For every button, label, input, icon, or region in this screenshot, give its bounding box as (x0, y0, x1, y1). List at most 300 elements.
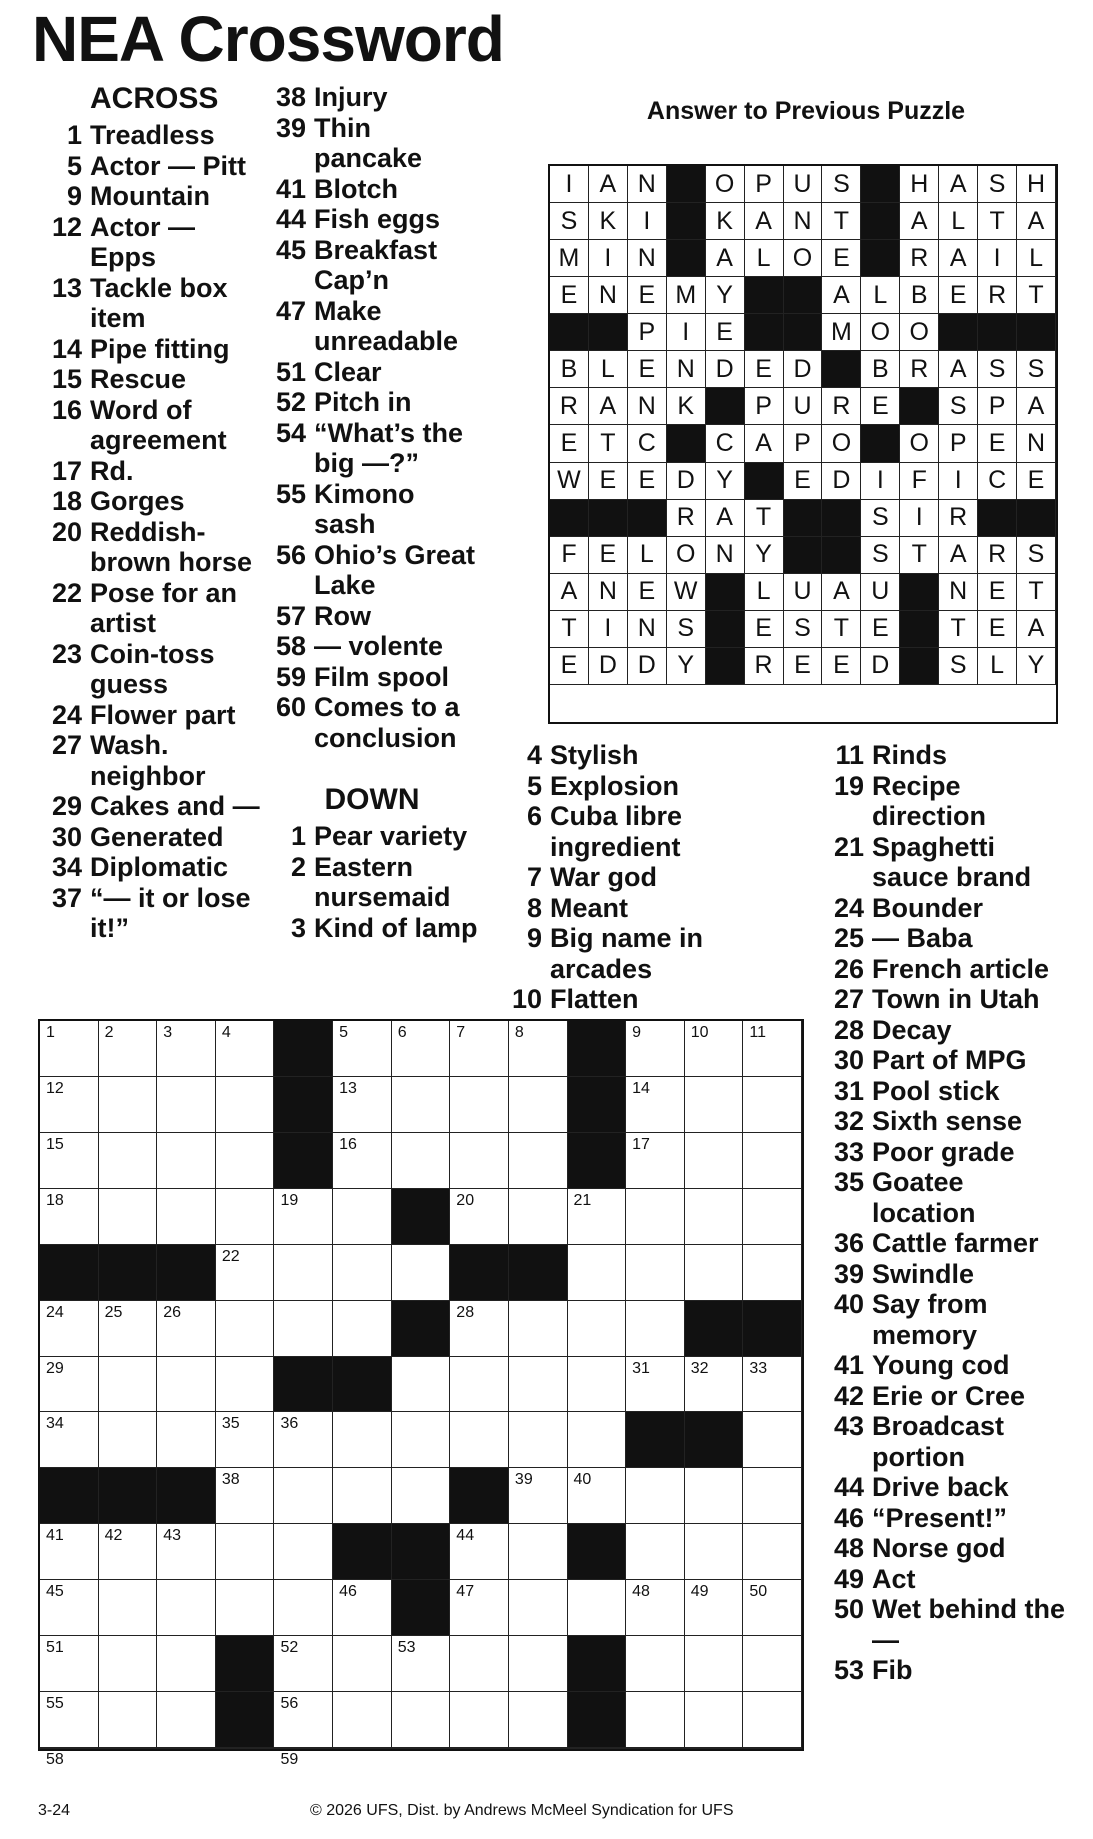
grid-cell[interactable] (99, 1021, 158, 1077)
grid-cell[interactable] (216, 1524, 275, 1580)
grid-cell[interactable] (568, 1412, 627, 1468)
grid-cell[interactable] (450, 1301, 509, 1357)
grid-black-square (568, 1133, 627, 1189)
answer-letter-cell: I (978, 240, 1017, 277)
grid-cell[interactable] (274, 1468, 333, 1524)
grid-cell[interactable] (40, 1189, 99, 1245)
grid-cell[interactable] (40, 1412, 99, 1468)
clue-number: 30 (51, 821, 82, 852)
answer-letter-cell: D (861, 648, 900, 685)
grid-cell[interactable] (40, 1021, 99, 1077)
clue-text: Young cod (872, 1350, 1010, 1380)
grid-cell[interactable] (274, 1189, 333, 1245)
grid-cell[interactable] (450, 1077, 509, 1133)
grid-black-square (450, 1245, 509, 1301)
across-column-1 (38, 82, 268, 944)
clue-number: 3 (290, 912, 306, 943)
grid-cell[interactable] (509, 1580, 568, 1636)
clue-item (820, 1228, 1070, 1259)
grid-cell[interactable] (40, 1636, 99, 1692)
grid-cell[interactable] (216, 1189, 275, 1245)
grid-cell[interactable] (40, 1301, 99, 1357)
clue-item (498, 801, 798, 862)
grid-cell[interactable] (157, 1524, 216, 1580)
cell-number: 24 (46, 1303, 64, 1321)
grid-cell[interactable] (626, 1468, 685, 1524)
grid-cell[interactable] (626, 1189, 685, 1245)
answer-letter-cell: B (861, 351, 900, 388)
answer-letter-cell: O (900, 425, 939, 462)
answer-letter-cell: P (628, 314, 667, 351)
clue-number: 54 (275, 417, 306, 448)
grid-cell[interactable] (274, 1412, 333, 1468)
grid-cell[interactable] (157, 1748, 216, 1749)
grid-cell[interactable] (685, 1580, 744, 1636)
grid-cell[interactable] (333, 1189, 392, 1245)
clue-text: Injury (314, 82, 388, 112)
grid-cell[interactable] (216, 1077, 275, 1133)
answer-letter-cell: R (900, 351, 939, 388)
grid-cell[interactable] (157, 1580, 216, 1636)
answer-letter-cell: E (822, 648, 861, 685)
clue-text: Wash. neighbor (90, 730, 206, 791)
clue-item (38, 364, 268, 395)
grid-cell[interactable] (743, 1524, 802, 1580)
grid-cell[interactable] (333, 1412, 392, 1468)
cell-number: 26 (163, 1303, 182, 1321)
grid-cell[interactable] (743, 1412, 802, 1468)
grid-cell[interactable] (392, 1468, 451, 1524)
clue-item (498, 740, 798, 771)
grid-cell[interactable] (450, 1524, 509, 1580)
grid-cell[interactable] (216, 1357, 275, 1413)
grid-black-square (216, 1748, 275, 1749)
clue-number: 34 (51, 852, 82, 882)
grid-cell[interactable] (99, 1748, 158, 1749)
grid-cell[interactable] (509, 1524, 568, 1580)
grid-cell[interactable] (509, 1077, 568, 1133)
grid-cell[interactable] (450, 1189, 509, 1245)
grid-cell[interactable] (626, 1357, 685, 1413)
grid-cell[interactable] (157, 1301, 216, 1357)
answer-letter-cell: E (550, 648, 589, 685)
cell-number: 56 (280, 1695, 299, 1713)
clue-number: 37 (51, 882, 82, 913)
answer-letter-cell: Y (745, 537, 784, 574)
grid-cell[interactable] (685, 1636, 744, 1692)
clue-number: 11 (835, 740, 864, 770)
grid-cell[interactable] (99, 1636, 158, 1692)
grid-cell[interactable] (216, 1412, 275, 1468)
grid-cell[interactable] (274, 1524, 333, 1580)
answer-letter-cell: E (628, 277, 667, 314)
grid-cell[interactable] (392, 1412, 451, 1468)
grid-cell[interactable] (626, 1021, 685, 1077)
clue-item (262, 418, 482, 479)
clue-number: 28 (833, 1014, 864, 1045)
grid-cell[interactable] (685, 1524, 744, 1580)
answer-black-square (706, 611, 745, 648)
grid-cell[interactable] (40, 1580, 99, 1636)
answer-letter-cell: E (978, 574, 1017, 611)
grid-cell[interactable] (626, 1636, 685, 1692)
answer-letter-cell: M (822, 314, 861, 351)
grid-cell[interactable] (99, 1524, 158, 1580)
copyright-notice: © 2026 UFS, Dist. by Andrews McMeel Syndication for UFS (310, 1802, 734, 1819)
grid-cell[interactable] (274, 1580, 333, 1636)
grid-cell[interactable] (509, 1021, 568, 1077)
answer-letter-cell: A (589, 388, 628, 425)
grid-cell[interactable] (450, 1357, 509, 1413)
clue-text: Act (872, 1563, 916, 1594)
grid-cell[interactable] (333, 1245, 392, 1301)
grid-cell[interactable] (509, 1748, 568, 1749)
grid-cell[interactable] (568, 1468, 627, 1524)
grid-cell[interactable] (743, 1748, 802, 1749)
grid-cell[interactable] (685, 1692, 744, 1748)
grid-cell[interactable] (743, 1636, 802, 1692)
grid-cell[interactable] (274, 1245, 333, 1301)
answer-black-square (589, 500, 628, 537)
grid-cell[interactable] (40, 1524, 99, 1580)
grid-black-square (157, 1245, 216, 1301)
grid-cell[interactable] (743, 1692, 802, 1748)
answer-letter-cell: E (784, 648, 823, 685)
answer-letter-cell: M (550, 240, 589, 277)
grid-cell[interactable] (568, 1245, 627, 1301)
grid-cell[interactable] (743, 1077, 802, 1133)
grid-cell[interactable] (333, 1301, 392, 1357)
grid-cell[interactable] (509, 1189, 568, 1245)
clue-number: 10 (511, 984, 542, 1014)
answer-black-square (900, 648, 939, 685)
answer-letter-cell: C (978, 463, 1017, 500)
answer-letter-cell: R (822, 388, 861, 425)
answer-letter-cell: I (550, 166, 589, 203)
answer-black-square (978, 314, 1017, 351)
grid-cell[interactable] (274, 1636, 333, 1692)
answer-letter-cell: E (939, 277, 978, 314)
grid-cell[interactable] (450, 1412, 509, 1468)
grid-cell[interactable] (333, 1636, 392, 1692)
grid-cell[interactable] (450, 1636, 509, 1692)
grid-cell[interactable] (685, 1245, 744, 1301)
clue-item (820, 832, 1070, 893)
answer-letter-cell: S (784, 611, 823, 648)
grid-cell[interactable] (685, 1021, 744, 1077)
answer-letter-cell: A (706, 240, 745, 277)
grid-cell[interactable] (157, 1133, 216, 1189)
grid-cell[interactable] (626, 1245, 685, 1301)
clue-number: 50 (833, 1594, 864, 1624)
grid-cell[interactable] (333, 1692, 392, 1748)
clue-item (498, 893, 798, 924)
grid-cell[interactable] (450, 1021, 509, 1077)
clue-text: Make unreadable (314, 295, 459, 356)
clue-text: “— it or lose it!” (90, 882, 251, 943)
answer-letter-cell: O (706, 166, 745, 203)
down-column-3 (820, 740, 1070, 1686)
clue-number: 25 (833, 923, 864, 953)
grid-cell[interactable] (626, 1692, 685, 1748)
clue-number: 44 (833, 1472, 864, 1502)
clue-item (262, 631, 482, 662)
clue-text: Fib (872, 1655, 913, 1685)
grid-cell[interactable] (509, 1636, 568, 1692)
grid-cell[interactable] (509, 1357, 568, 1413)
cell-number: 16 (339, 1135, 357, 1153)
grid-cell[interactable] (99, 1301, 158, 1357)
grid-cell[interactable] (626, 1301, 685, 1357)
clue-text: Tackle box item (90, 272, 228, 333)
grid-cell[interactable] (99, 1692, 158, 1748)
grid-cell[interactable] (274, 1301, 333, 1357)
answer-letter-cell: Y (1017, 648, 1056, 685)
clue-number: 48 (833, 1533, 864, 1563)
answer-letter-cell: O (784, 240, 823, 277)
answer-letter-cell: O (861, 314, 900, 351)
grid-cell[interactable] (392, 1748, 451, 1749)
cell-number: 20 (456, 1191, 475, 1209)
grid-cell[interactable] (216, 1245, 275, 1301)
grid-cell[interactable] (626, 1524, 685, 1580)
grid-cell[interactable] (40, 1748, 99, 1768)
clue-text: Word of agreement (90, 394, 227, 455)
grid-cell[interactable] (743, 1580, 802, 1636)
grid-cell[interactable] (392, 1133, 451, 1189)
grid-cell[interactable] (99, 1189, 158, 1245)
grid-cell[interactable] (216, 1580, 275, 1636)
grid-cell[interactable] (509, 1301, 568, 1357)
grid-cell[interactable] (333, 1133, 392, 1189)
grid-cell[interactable] (509, 1133, 568, 1189)
grid-cell[interactable] (743, 1468, 802, 1524)
grid-cell[interactable] (626, 1580, 685, 1636)
clue-text: Broadcast portion (872, 1411, 1005, 1472)
grid-cell[interactable] (157, 1636, 216, 1692)
clue-item (820, 923, 1070, 954)
grid-cell[interactable] (568, 1189, 627, 1245)
clue-number: 32 (833, 1106, 864, 1136)
grid-cell[interactable] (157, 1357, 216, 1413)
clue-number: 12 (51, 211, 82, 242)
grid-cell[interactable] (685, 1189, 744, 1245)
answer-letter-cell: N (628, 611, 667, 648)
grid-cell[interactable] (99, 1412, 158, 1468)
clue-number: 35 (833, 1167, 864, 1197)
grid-cell[interactable] (392, 1245, 451, 1301)
answer-black-square (784, 537, 823, 574)
cell-number: 48 (632, 1583, 650, 1601)
answer-letter-cell: T (822, 611, 861, 648)
clue-number: 17 (51, 455, 82, 486)
clue-text: — Baba (872, 923, 973, 953)
answer-letter-cell: S (978, 351, 1017, 388)
answer-letter-cell: A (706, 500, 745, 537)
grid-cell[interactable] (743, 1189, 802, 1245)
clue-number: 58 (275, 631, 306, 661)
grid-cell[interactable] (685, 1748, 744, 1749)
answer-letter-cell: S (1017, 537, 1056, 574)
grid-cell[interactable] (626, 1748, 685, 1749)
grid-cell[interactable] (392, 1077, 451, 1133)
clue-number: 9 (66, 181, 82, 211)
grid-cell[interactable] (99, 1133, 158, 1189)
clue-item (820, 954, 1070, 985)
grid-cell[interactable] (333, 1748, 392, 1749)
grid-cell[interactable] (40, 1357, 99, 1413)
clue-number: 41 (833, 1350, 864, 1380)
grid-cell[interactable] (450, 1580, 509, 1636)
clue-number: 8 (526, 892, 542, 923)
answer-letter-cell: S (861, 537, 900, 574)
grid-cell[interactable] (216, 1468, 275, 1524)
grid-cell[interactable] (509, 1412, 568, 1468)
answer-letter-cell: L (745, 574, 784, 611)
answer-letter-cell: E (784, 463, 823, 500)
crossword-grid (38, 1019, 804, 1768)
clue-number: 2 (290, 851, 306, 882)
answer-letter-cell: D (706, 351, 745, 388)
cell-number: 1 (46, 1024, 55, 1041)
grid-cell[interactable] (685, 1468, 744, 1524)
clue-number: 16 (51, 394, 82, 425)
grid-cell[interactable] (40, 1077, 99, 1133)
clue-number: 24 (51, 699, 82, 730)
grid-cell[interactable] (509, 1692, 568, 1748)
grid-cell[interactable] (157, 1412, 216, 1468)
cell-number: 4 (221, 1024, 231, 1041)
grid-cell[interactable] (216, 1021, 275, 1077)
grid-cell[interactable] (157, 1077, 216, 1133)
answer-black-square (667, 425, 706, 462)
answer-letter-cell: N (939, 574, 978, 611)
clue-item (820, 1045, 1070, 1076)
clue-text: Big name in arcades (550, 923, 704, 984)
grid-cell[interactable] (333, 1077, 392, 1133)
clue-text: Pitch in (314, 387, 412, 417)
grid-black-square (568, 1077, 627, 1133)
grid-cell[interactable] (157, 1021, 216, 1077)
answer-letter-cell: P (939, 425, 978, 462)
grid-cell[interactable] (157, 1189, 216, 1245)
answer-letter-cell: A (1017, 388, 1056, 425)
answer-letter-cell: I (589, 611, 628, 648)
clue-number: 56 (275, 539, 306, 570)
grid-cell[interactable] (392, 1636, 451, 1692)
clue-number: 1 (66, 120, 82, 150)
clue-item (820, 1350, 1070, 1381)
clue-item (38, 578, 268, 639)
grid-cell[interactable] (509, 1468, 568, 1524)
grid-cell[interactable] (685, 1133, 744, 1189)
cell-number: 47 (456, 1583, 475, 1601)
grid-cell[interactable] (99, 1077, 158, 1133)
clue-item (38, 334, 268, 365)
grid-cell[interactable] (274, 1692, 333, 1748)
clue-item (38, 639, 268, 700)
cell-number: 9 (632, 1024, 642, 1041)
clue-item (820, 893, 1070, 924)
grid-cell[interactable] (40, 1692, 99, 1748)
puzzle-title: NEA Crossword (32, 3, 504, 75)
grid-cell[interactable] (568, 1357, 627, 1413)
answer-letter-cell: T (822, 203, 861, 240)
grid-cell[interactable] (333, 1580, 392, 1636)
clue-text: Mountain (90, 181, 210, 211)
answer-letter-cell: A (1017, 611, 1056, 648)
grid-cell[interactable] (626, 1077, 685, 1133)
grid-cell[interactable] (626, 1133, 685, 1189)
grid-cell[interactable] (568, 1301, 627, 1357)
cell-number: 5 (339, 1024, 348, 1041)
clue-item (38, 883, 268, 944)
grid-cell[interactable] (274, 1748, 333, 1768)
grid-cell[interactable] (743, 1133, 802, 1189)
grid-cell[interactable] (743, 1245, 802, 1301)
answer-black-square (822, 351, 861, 388)
grid-cell[interactable] (333, 1021, 392, 1077)
answer-letter-cell: I (939, 463, 978, 500)
clue-number: 29 (51, 791, 82, 821)
clue-number: 9 (526, 923, 542, 953)
answer-letter-cell: I (667, 314, 706, 351)
clue-text: Cuba libre ingredient (550, 801, 683, 862)
grid-cell[interactable] (99, 1580, 158, 1636)
grid-cell[interactable] (743, 1021, 802, 1077)
grid-cell[interactable] (40, 1133, 99, 1189)
grid-cell[interactable] (157, 1692, 216, 1748)
cell-number: 33 (749, 1359, 768, 1377)
grid-cell[interactable] (333, 1468, 392, 1524)
answer-letter-cell: U (784, 388, 823, 425)
grid-cell[interactable] (450, 1748, 509, 1749)
answer-letter-cell: D (667, 463, 706, 500)
answer-letter-cell: Y (706, 463, 745, 500)
clue-item (820, 1015, 1070, 1046)
clue-item (820, 1594, 1070, 1655)
clue-text: Kimono sash (314, 478, 415, 539)
clue-number: 39 (833, 1258, 864, 1289)
answer-black-square (589, 314, 628, 351)
grid-cell[interactable] (743, 1357, 802, 1413)
answer-letter-cell: E (822, 240, 861, 277)
grid-cell[interactable] (685, 1357, 744, 1413)
cell-number: 8 (514, 1024, 524, 1041)
clue-text: Sixth sense (872, 1106, 1023, 1136)
grid-cell[interactable] (450, 1133, 509, 1189)
grid-cell[interactable] (392, 1692, 451, 1748)
grid-cell[interactable] (392, 1021, 451, 1077)
grid-cell[interactable] (450, 1692, 509, 1748)
clue-number: 49 (833, 1563, 864, 1594)
grid-cell[interactable] (392, 1357, 451, 1413)
clue-number: 27 (51, 730, 82, 760)
cell-number: 55 (46, 1695, 64, 1713)
clue-item (262, 692, 482, 753)
answer-letter-cell: P (784, 425, 823, 462)
answer-black-square (861, 203, 900, 240)
grid-cell[interactable] (216, 1301, 275, 1357)
clue-item (38, 212, 268, 273)
answer-letter-cell: E (978, 611, 1017, 648)
cell-number: 6 (397, 1024, 407, 1041)
grid-cell[interactable] (216, 1133, 275, 1189)
grid-cell[interactable] (568, 1580, 627, 1636)
grid-cell[interactable] (685, 1077, 744, 1133)
clue-text: Drive back (872, 1472, 1009, 1502)
grid-cell[interactable] (99, 1357, 158, 1413)
